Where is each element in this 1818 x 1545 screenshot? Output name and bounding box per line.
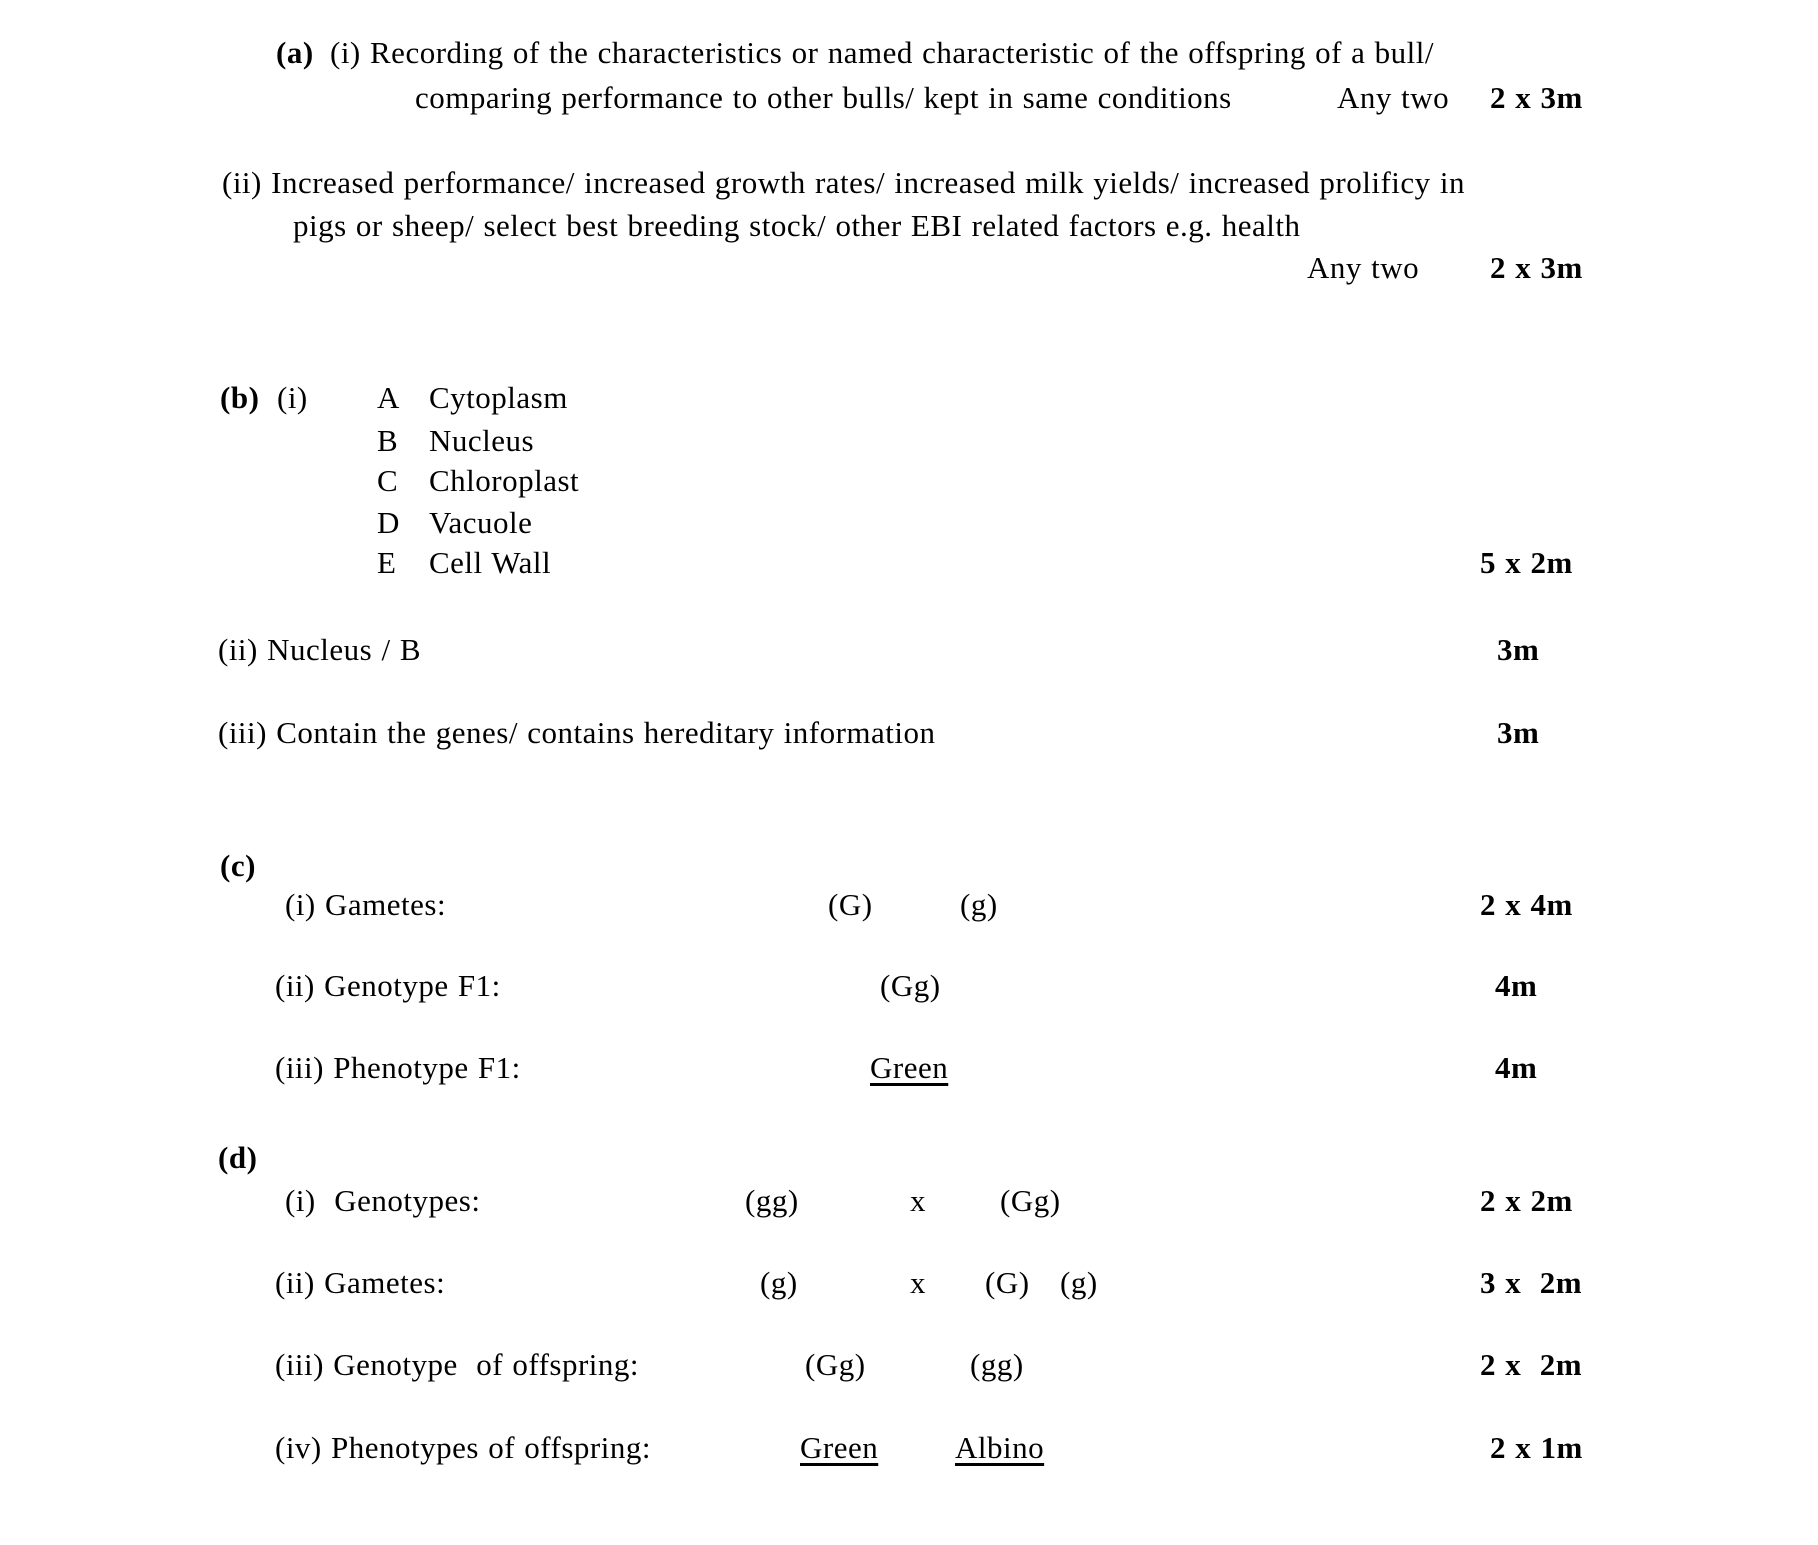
answer-label: (iii) Genotype of offspring: xyxy=(275,1347,640,1382)
any-two-label: Any two xyxy=(1307,250,1420,285)
section-d-heading xyxy=(0,1138,1818,1182)
gamete-value: (G) xyxy=(985,1265,1030,1300)
answer-row-b-ii xyxy=(0,630,1818,674)
marks-value: 2 x 4m xyxy=(1480,887,1573,922)
answer-row-c-iii xyxy=(0,1048,1818,1092)
answer-row-a-ii-marks xyxy=(0,248,1818,292)
organelle-letter: E xyxy=(377,545,397,580)
subpart-label: (i) xyxy=(277,380,308,415)
any-two-label: Any two xyxy=(1337,80,1450,115)
marks-value: 5 x 2m xyxy=(1480,545,1573,580)
phenotype-value: Green xyxy=(870,1050,949,1085)
answer-text: comparing performance to other bulls/ kept in same conditions xyxy=(415,80,1232,115)
gamete-value: (g) xyxy=(1060,1265,1098,1300)
answer-row-b-i-B xyxy=(0,421,1818,465)
organelle-name: Chloroplast xyxy=(429,463,580,498)
marks-value: 4m xyxy=(1495,968,1538,1003)
answer-row-d-iii xyxy=(0,1345,1818,1389)
organelle-letter: D xyxy=(377,505,400,540)
answer-text: (iii) Contain the genes/ contains hereditary information xyxy=(218,715,936,750)
answer-text: pigs or sheep/ select best breeding stock/ other EBI related factors e.g. health xyxy=(293,208,1301,243)
marks-value: 2 x 3m xyxy=(1490,250,1583,285)
cross-symbol: x xyxy=(910,1183,926,1218)
gamete-value: (G) xyxy=(828,887,873,922)
answer-label: (iv) Phenotypes of offspring: xyxy=(275,1430,651,1465)
answer-label: (i) Gametes: xyxy=(285,887,447,922)
section-b-label: (b) xyxy=(220,380,260,415)
genotype-value: (gg) xyxy=(745,1183,799,1218)
organelle-name: Cell Wall xyxy=(429,545,552,580)
marks-value: 3m xyxy=(1497,632,1540,667)
answer-label: (iii) Phenotype F1: xyxy=(275,1050,521,1085)
marks-value: 3 x 2m xyxy=(1480,1265,1583,1300)
answer-row-c-ii xyxy=(0,966,1818,1010)
marks-value: 3m xyxy=(1497,715,1540,750)
organelle-name: Cytoplasm xyxy=(429,380,568,415)
organelle-name: Vacuole xyxy=(429,505,533,540)
marks-value: 2 x 1m xyxy=(1490,1430,1583,1465)
gamete-value: (g) xyxy=(760,1265,798,1300)
answer-text: (ii) Nucleus / B xyxy=(218,632,421,667)
organelle-letter: B xyxy=(377,423,399,458)
genotype-value: (Gg) xyxy=(805,1347,866,1382)
section-c-heading xyxy=(0,846,1818,890)
section-a-label: (a) xyxy=(276,35,314,70)
answer-row-d-i xyxy=(0,1181,1818,1225)
answer-row-d-ii xyxy=(0,1263,1818,1307)
section-c-label: (c) xyxy=(220,848,256,883)
answer-row-a-i-line2 xyxy=(0,78,1818,122)
phenotype-value: Green xyxy=(800,1430,879,1465)
answer-label: (i) Genotypes: xyxy=(285,1183,481,1218)
cross-symbol: x xyxy=(910,1265,926,1300)
answer-row-b-i-C xyxy=(0,461,1818,505)
answer-row-b-i-A xyxy=(0,378,1818,422)
phenotype-value: Albino xyxy=(955,1430,1045,1465)
answer-label: (ii) Genotype F1: xyxy=(275,968,501,1003)
gamete-value: (g) xyxy=(960,887,998,922)
marks-value: 4m xyxy=(1495,1050,1538,1085)
organelle-letter: C xyxy=(377,463,399,498)
answer-row-a-i-line1 xyxy=(0,33,1818,77)
answer-text: (ii) Increased performance/ increased growth rates/ increased milk yields/ increased prolificy in xyxy=(222,165,1466,200)
answer-text: (i) Recording of the characteristics or named characteristic of the offspring of a bull/ xyxy=(330,35,1434,70)
genotype-value: (Gg) xyxy=(1000,1183,1061,1218)
answer-row-b-iii xyxy=(0,713,1818,757)
marks-value: 2 x 2m xyxy=(1480,1183,1573,1218)
marks-value: 2 x 3m xyxy=(1490,80,1583,115)
answer-row-a-ii-line1 xyxy=(0,163,1818,207)
section-d-label: (d) xyxy=(218,1140,258,1175)
answer-row-a-ii-line2 xyxy=(0,206,1818,250)
genotype-value: (Gg) xyxy=(880,968,941,1003)
genotype-value: (gg) xyxy=(970,1347,1024,1382)
answer-row-b-i-D xyxy=(0,503,1818,547)
marks-value: 2 x 2m xyxy=(1480,1347,1583,1382)
answer-row-b-i-E xyxy=(0,543,1818,587)
answer-row-d-iv xyxy=(0,1428,1818,1472)
organelle-name: Nucleus xyxy=(429,423,535,458)
organelle-letter: A xyxy=(377,380,400,415)
answer-label: (ii) Gametes: xyxy=(275,1265,446,1300)
answer-row-c-i xyxy=(0,885,1818,929)
